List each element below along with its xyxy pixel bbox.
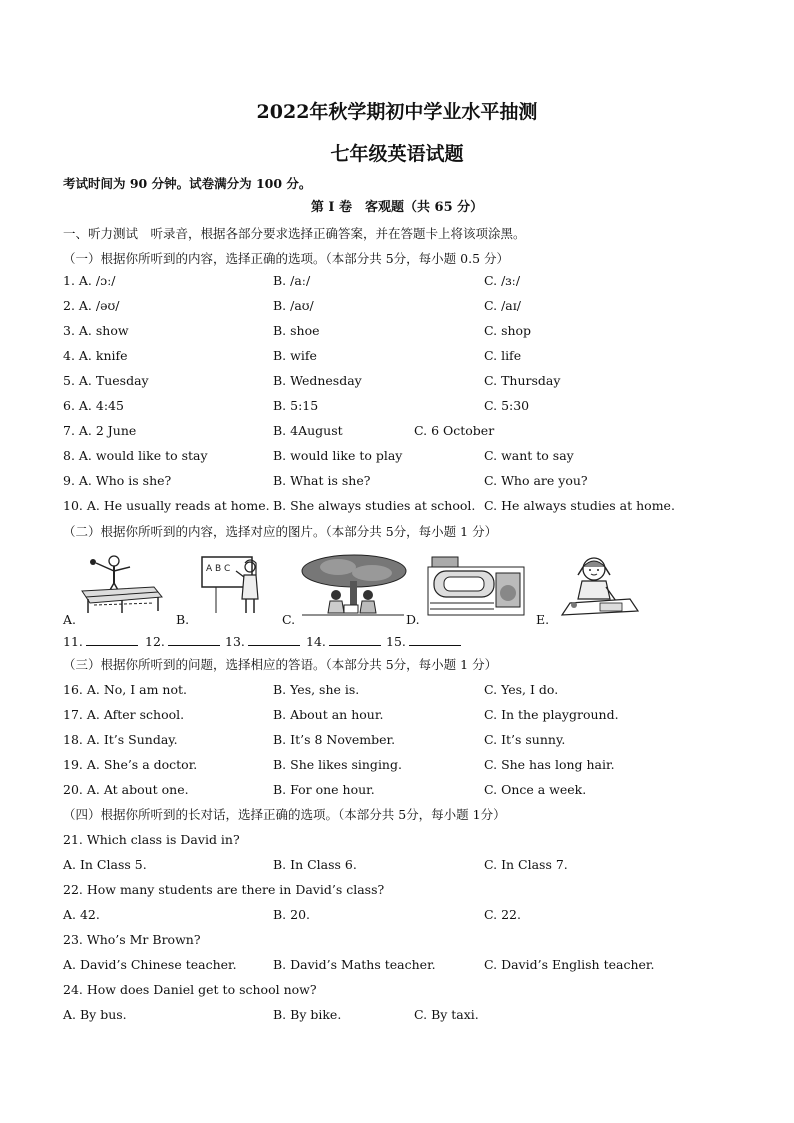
answer-blanks (0, 633, 794, 649)
exam-info: 考试时间为 90 分钟。试卷满分为 100 分。 (63, 176, 312, 191)
blank-number: 13. (225, 634, 245, 649)
exam-title: 2022年秋学期初中学业水平抽测 (256, 101, 538, 123)
question-row (0, 707, 794, 723)
option-c[interactable]: C. She has long hair. (484, 757, 615, 772)
question-row (0, 373, 794, 389)
question-row (0, 498, 794, 514)
option-c[interactable]: C. 22. (484, 907, 521, 922)
option-c[interactable]: C. /ɜː/ (484, 273, 521, 288)
option-b[interactable]: B. would like to play (273, 448, 403, 463)
option-b[interactable]: B. 20. (273, 907, 311, 922)
part1-heading: （一）根据你所听到的内容，选择正确的选项。（本部分共 5分，每小题 0.5 分） (63, 251, 510, 266)
option-a[interactable]: 9. A. Who is she? (63, 473, 172, 488)
option-b[interactable]: B. /aʊ/ (273, 298, 314, 313)
question-row (0, 298, 794, 314)
option-b[interactable]: B. She likes singing. (273, 757, 402, 772)
option-a[interactable]: A. David’s Chinese teacher. (63, 957, 237, 972)
question-row (0, 782, 794, 798)
option-a[interactable]: A. In Class 5. (63, 857, 147, 872)
question-row (0, 398, 794, 414)
option-a[interactable]: 17. A. After school. (63, 707, 185, 722)
question-row (0, 1007, 794, 1023)
option-a[interactable]: 7. A. 2 June (63, 423, 137, 438)
option-b[interactable]: B. David’s Maths teacher. (273, 957, 436, 972)
option-a[interactable]: 16. A. No, I am not. (63, 682, 187, 697)
option-b[interactable]: B. It’s 8 November. (273, 732, 396, 747)
option-b[interactable]: B. About an hour. (273, 707, 384, 722)
option-c[interactable]: C. life (484, 348, 522, 363)
question-row (0, 732, 794, 748)
picture-label: B. (176, 612, 190, 627)
option-c[interactable]: C. 6 October (414, 423, 495, 438)
playground-icon[interactable] (424, 553, 528, 619)
question-stem: 22. How many students are there in David’s class? (63, 882, 385, 897)
table-tennis-icon[interactable] (74, 553, 164, 615)
blank-line[interactable] (409, 633, 461, 646)
question-stem: 21. Which class is David in? (63, 832, 240, 847)
option-c[interactable]: C. Yes, I do. (484, 682, 559, 697)
option-a[interactable]: A. 42. (63, 907, 100, 922)
question-row (0, 348, 794, 364)
question-stem: 24. How does Daniel get to school now? (63, 982, 317, 997)
question-stem: 23. Who’s Mr Brown? (63, 932, 201, 947)
blank-item[interactable] (63, 633, 141, 650)
option-b[interactable]: B. For one hour. (273, 782, 375, 797)
option-c[interactable]: C. It’s sunny. (484, 732, 566, 747)
blank-number: 12. (145, 634, 165, 649)
option-a[interactable]: 6. A. 4:45 (63, 398, 124, 413)
picture-label: C. (282, 612, 296, 627)
board-text: A B C (206, 564, 231, 574)
blank-item[interactable] (145, 633, 223, 650)
part2-heading: （二）根据你所听到的内容，选择对应的图片。（本部分共 5分，每小题 1 分） (63, 524, 498, 539)
option-a[interactable]: 1. A. /ɔː/ (63, 273, 116, 288)
blank-line[interactable] (329, 633, 381, 646)
exam-subtitle: 七年级英语试题 (330, 143, 464, 165)
blank-number: 14. (306, 634, 326, 649)
option-c[interactable]: C. /aɪ/ (484, 298, 521, 313)
option-c[interactable]: C. David’s English teacher. (484, 957, 655, 972)
option-c[interactable]: C. Thursday (484, 373, 561, 388)
option-a[interactable]: 18. A. It’s Sunday. (63, 732, 178, 747)
option-c[interactable]: C. 5:30 (484, 398, 530, 413)
option-c[interactable]: C. shop (484, 323, 532, 338)
question-row (0, 423, 794, 439)
picture-label: E. (536, 612, 550, 627)
option-a[interactable]: 5. A. Tuesday (63, 373, 149, 388)
option-a[interactable]: 8. A. would like to stay (63, 448, 208, 463)
option-b[interactable]: B. /aː/ (273, 273, 311, 288)
option-b[interactable]: B. wife (273, 348, 317, 363)
option-b[interactable]: B. What is she? (273, 473, 371, 488)
option-a[interactable]: 2. A. /əʊ/ (63, 298, 120, 313)
part-intro: 一、听力测试 听录音，根据各部分要求选择正确答案，并在答题卡上将该项涂黑。 (63, 226, 526, 241)
option-a[interactable]: 10. A. He usually reads at home. (63, 498, 270, 513)
option-b[interactable]: B. Yes, she is. (273, 682, 360, 697)
question-row (0, 473, 794, 489)
blank-number: 11. (63, 634, 83, 649)
question-row (0, 273, 794, 289)
option-c[interactable]: C. Once a week. (484, 782, 587, 797)
blank-line[interactable] (168, 633, 220, 646)
blank-item[interactable] (386, 633, 464, 650)
girl-drawing-icon[interactable] (550, 553, 642, 619)
question-row (0, 323, 794, 339)
option-a[interactable]: 19. A. She’s a doctor. (63, 757, 198, 772)
blank-item[interactable] (225, 633, 303, 650)
option-b[interactable]: B. She always studies at school. (273, 498, 476, 513)
teacher-blackboard-icon[interactable] (196, 553, 266, 617)
option-b[interactable]: B. By bike. (273, 1007, 342, 1022)
reading-under-tree-icon[interactable] (298, 553, 408, 619)
blank-number: 15. (386, 634, 406, 649)
blank-line[interactable] (86, 633, 138, 646)
option-b[interactable]: B. In Class 6. (273, 857, 357, 872)
option-b[interactable]: B. Wednesday (273, 373, 362, 388)
question-row (0, 907, 794, 923)
question-row (0, 957, 794, 973)
option-b[interactable]: B. 5:15 (273, 398, 319, 413)
option-c[interactable]: C. By taxi. (414, 1007, 479, 1022)
question-row (0, 448, 794, 464)
option-c[interactable]: C. Who are you? (484, 473, 588, 488)
option-a[interactable]: A. By bus. (63, 1007, 127, 1022)
section-title: 第 I 卷 客观题（共 65 分） (310, 200, 484, 215)
option-a[interactable]: 20. A. At about one. (63, 782, 189, 797)
option-b[interactable]: B. shoe (273, 323, 320, 338)
option-b[interactable]: B. 4August (273, 423, 343, 438)
part4-heading: （四）根据你所听到的长对话，选择正确的选项。（本部分共 5分，每小题 1分） (63, 807, 506, 822)
option-c[interactable]: C. He always studies at home. (484, 498, 675, 513)
picture-label: A. (63, 612, 77, 627)
option-c[interactable]: C. In the playground. (484, 707, 619, 722)
option-a[interactable]: 4. A. knife (63, 348, 128, 363)
option-a[interactable]: 3. A. show (63, 323, 129, 338)
question-row (0, 757, 794, 773)
question-row (0, 682, 794, 698)
picture-label: D. (406, 612, 420, 627)
question-row (0, 857, 794, 873)
blank-item[interactable] (306, 633, 384, 650)
option-c[interactable]: C. In Class 7. (484, 857, 568, 872)
blank-line[interactable] (248, 633, 300, 646)
part3-heading: （三）根据你所听到的问题，选择相应的答语。（本部分共 5分，每小题 1 分） (63, 657, 498, 672)
option-c[interactable]: C. want to say (484, 448, 574, 463)
